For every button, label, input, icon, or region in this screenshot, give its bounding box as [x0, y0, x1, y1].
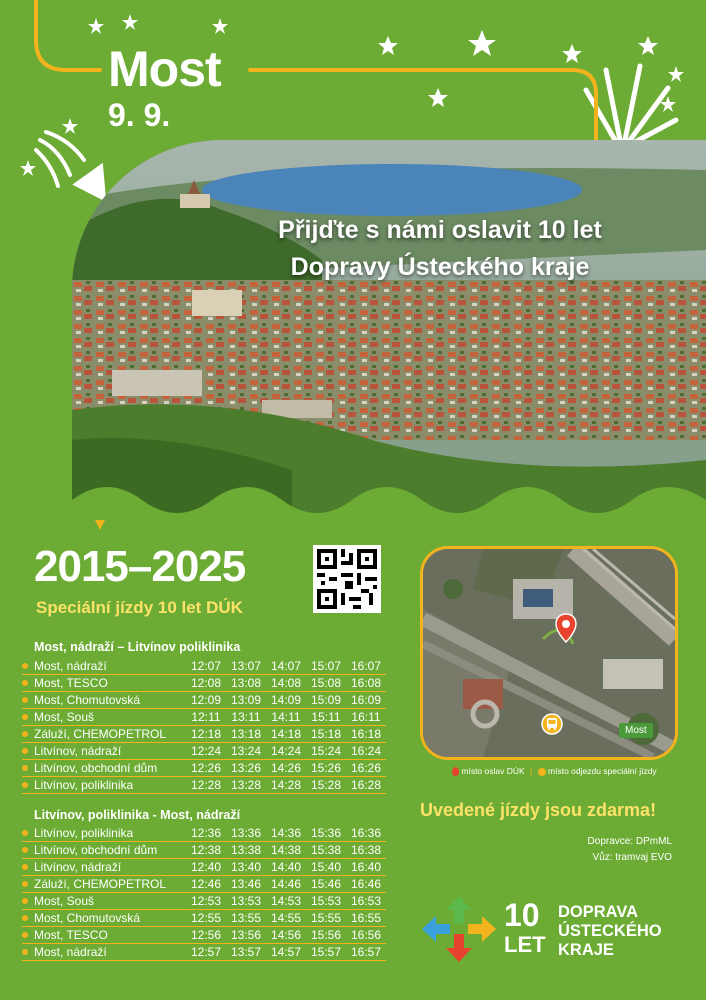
operator: Dopravce: DPmML	[587, 836, 672, 847]
free-rides-notice: Uvedené jízdy jsou zdarma!	[420, 800, 657, 820]
stop-name: Most, Souš	[22, 709, 186, 726]
departure-time: 15:28	[306, 777, 346, 794]
location-map[interactable]	[420, 546, 678, 760]
departure-time: 13:46	[226, 876, 266, 893]
stop-name: Most, TESCO	[22, 927, 186, 944]
departure-time: 14:11	[266, 709, 306, 726]
departure-time: 12:40	[186, 859, 226, 876]
departure-time: 15:46	[306, 876, 346, 893]
departure-time: 12:56	[186, 927, 226, 944]
departure-time: 14:38	[266, 842, 306, 859]
timetable-row	[22, 777, 386, 794]
departure-time: 16:07	[346, 658, 386, 675]
departure-time: 12:24	[186, 743, 226, 760]
departure-time: 13:40	[226, 859, 266, 876]
celebration-location-pin-icon[interactable]	[555, 613, 577, 643]
departure-time: 14:53	[266, 893, 306, 910]
departure-time: 12:57	[186, 944, 226, 961]
departure-time: 12:11	[186, 709, 226, 726]
departure-time: 15:56	[306, 927, 346, 944]
stop-name: Litvínov, nádraží	[22, 859, 186, 876]
timetable-out	[22, 658, 386, 794]
stop-name: Litvínov, poliklinika	[22, 825, 186, 842]
departure-time: 12:26	[186, 760, 226, 777]
wavy-edge-decoration	[72, 480, 706, 520]
departure-time: 14:56	[266, 927, 306, 944]
departure-time: 14:09	[266, 692, 306, 709]
departure-time: 14:40	[266, 859, 306, 876]
departure-time: 13:38	[226, 842, 266, 859]
headline-line-2: Dopravy Ústeckého kraje	[290, 253, 590, 281]
timetable-row	[22, 675, 386, 692]
departure-time: 16:24	[346, 743, 386, 760]
stop-name: Záluží, CHEMOPETROL	[22, 876, 186, 893]
logo-text	[558, 903, 662, 960]
departure-time: 14:24	[266, 743, 306, 760]
map-label: Most	[619, 723, 653, 738]
departure-time: 13:56	[226, 927, 266, 944]
operator-info	[520, 834, 672, 866]
timetable-back	[22, 825, 386, 961]
departure-time: 14:07	[266, 658, 306, 675]
timetable-row	[22, 876, 386, 893]
departure-time: 15:36	[306, 825, 346, 842]
qr-code[interactable]	[313, 545, 381, 613]
departure-time: 12:38	[186, 842, 226, 859]
stop-name: Litvínov, nádraží	[22, 743, 186, 760]
departure-time: 16:53	[346, 893, 386, 910]
logo-line-2: ÚSTECKÉHO	[558, 922, 662, 940]
departure-time: 15:11	[306, 709, 346, 726]
event-date: 9. 9.	[108, 97, 171, 133]
stop-name: Most, nádraží	[22, 944, 186, 961]
departure-time: 15:09	[306, 692, 346, 709]
headline	[230, 212, 650, 286]
timetable-row	[22, 859, 386, 876]
map-legend	[452, 766, 657, 776]
timetable-row	[22, 743, 386, 760]
legend-pin-icon	[452, 767, 459, 776]
departure-time: 12:08	[186, 675, 226, 692]
departure-time: 13:28	[226, 777, 266, 794]
departure-time: 12:09	[186, 692, 226, 709]
departure-time: 14:26	[266, 760, 306, 777]
departure-time: 13:24	[226, 743, 266, 760]
departure-time: 13:26	[226, 760, 266, 777]
timetable-row	[22, 910, 386, 927]
departure-time: 14:55	[266, 910, 306, 927]
departure-time: 12:36	[186, 825, 226, 842]
departure-time: 15:38	[306, 842, 346, 859]
departure-time: 13:11	[226, 709, 266, 726]
departure-time: 15:24	[306, 743, 346, 760]
departure-time: 14:46	[266, 876, 306, 893]
timetable-row	[22, 692, 386, 709]
departure-time: 13:08	[226, 675, 266, 692]
departure-time: 15:07	[306, 658, 346, 675]
departure-time: 12:07	[186, 658, 226, 675]
departure-time: 16:46	[346, 876, 386, 893]
departure-time: 16:28	[346, 777, 386, 794]
timetable-row	[22, 893, 386, 910]
departure-time: 12:55	[186, 910, 226, 927]
departure-time: 14:28	[266, 777, 306, 794]
vehicle: Vůz: tramvaj EVO	[592, 852, 672, 863]
special-rides-subtitle: Speciální jízdy 10 let DÚK	[36, 598, 243, 617]
departure-time: 14:36	[266, 825, 306, 842]
departure-time: 16:08	[346, 675, 386, 692]
departure-time: 13:09	[226, 692, 266, 709]
legend-separator: |	[530, 766, 533, 776]
departure-time: 13:55	[226, 910, 266, 927]
timetable-row	[22, 726, 386, 743]
departure-time: 13:18	[226, 726, 266, 743]
departure-time: 16:18	[346, 726, 386, 743]
timetable-row	[22, 927, 386, 944]
departure-time: 16:57	[346, 944, 386, 961]
duk-logo-arrows-icon	[420, 894, 498, 964]
departure-time: 14:08	[266, 675, 306, 692]
timetable-row	[22, 658, 386, 675]
departure-time: 16:26	[346, 760, 386, 777]
legend-tram-icon	[538, 768, 546, 776]
departure-time: 16:38	[346, 842, 386, 859]
departure-time: 12:53	[186, 893, 226, 910]
departure-time: 14:18	[266, 726, 306, 743]
timetable-row	[22, 825, 386, 842]
anniversary-years: 2015–2025	[34, 542, 246, 591]
departure-time: 15:55	[306, 910, 346, 927]
stop-name: Most, nádraží	[22, 658, 186, 675]
departure-time: 16:40	[346, 859, 386, 876]
departure-time: 16:09	[346, 692, 386, 709]
tram-stop-icon[interactable]	[541, 713, 563, 735]
timetable-row	[22, 842, 386, 859]
stop-name: Most, TESCO	[22, 675, 186, 692]
departure-time: 16:36	[346, 825, 386, 842]
departure-time: 15:40	[306, 859, 346, 876]
headline-line-1: Přijďte s námi oslavit 10 let	[278, 216, 602, 244]
timetable-row	[22, 709, 386, 726]
departure-time: 12:28	[186, 777, 226, 794]
legend-celebration: místo oslav DÚK	[461, 766, 525, 776]
stop-name: Litvínov, poliklinika	[22, 777, 186, 794]
departure-time: 15:26	[306, 760, 346, 777]
logo-number: 10	[504, 897, 540, 933]
stop-name: Most, Chomutovská	[22, 910, 186, 927]
timetable-out-title: Most, nádraží – Litvínov poliklinika	[34, 640, 241, 654]
legend-departure: místo odjezdu speciální jízdy	[548, 766, 657, 776]
departure-time: 12:46	[186, 876, 226, 893]
logo-let: LET	[504, 932, 546, 957]
departure-time: 13:07	[226, 658, 266, 675]
logo-line-1: DOPRAVA	[558, 903, 639, 921]
departure-time: 12:18	[186, 726, 226, 743]
stop-name: Záluží, CHEMOPETROL	[22, 726, 186, 743]
departure-time: 13:36	[226, 825, 266, 842]
departure-time: 15:18	[306, 726, 346, 743]
departure-time: 16:55	[346, 910, 386, 927]
departure-time: 16:56	[346, 927, 386, 944]
city-title: Most	[108, 41, 221, 97]
timetable-row	[22, 760, 386, 777]
departure-time: 14:57	[266, 944, 306, 961]
logo-line-3: KRAJE	[558, 941, 614, 959]
timetable-row	[22, 944, 386, 961]
departure-time: 15:53	[306, 893, 346, 910]
city-aerial-photo	[72, 140, 706, 520]
departure-time: 16:11	[346, 709, 386, 726]
departure-time: 15:57	[306, 944, 346, 961]
stop-name: Most, Souš	[22, 893, 186, 910]
stop-name: Litvínov, obchodní dům	[22, 842, 186, 859]
stop-name: Litvínov, obchodní dům	[22, 760, 186, 777]
departure-time: 13:57	[226, 944, 266, 961]
qr-code-icon	[313, 545, 381, 613]
departure-time: 13:53	[226, 893, 266, 910]
stop-name: Most, Chomutovská	[22, 692, 186, 709]
timetable-back-title: Litvínov, poliklinika - Most, nádraží	[34, 808, 241, 822]
departure-time: 15:08	[306, 675, 346, 692]
